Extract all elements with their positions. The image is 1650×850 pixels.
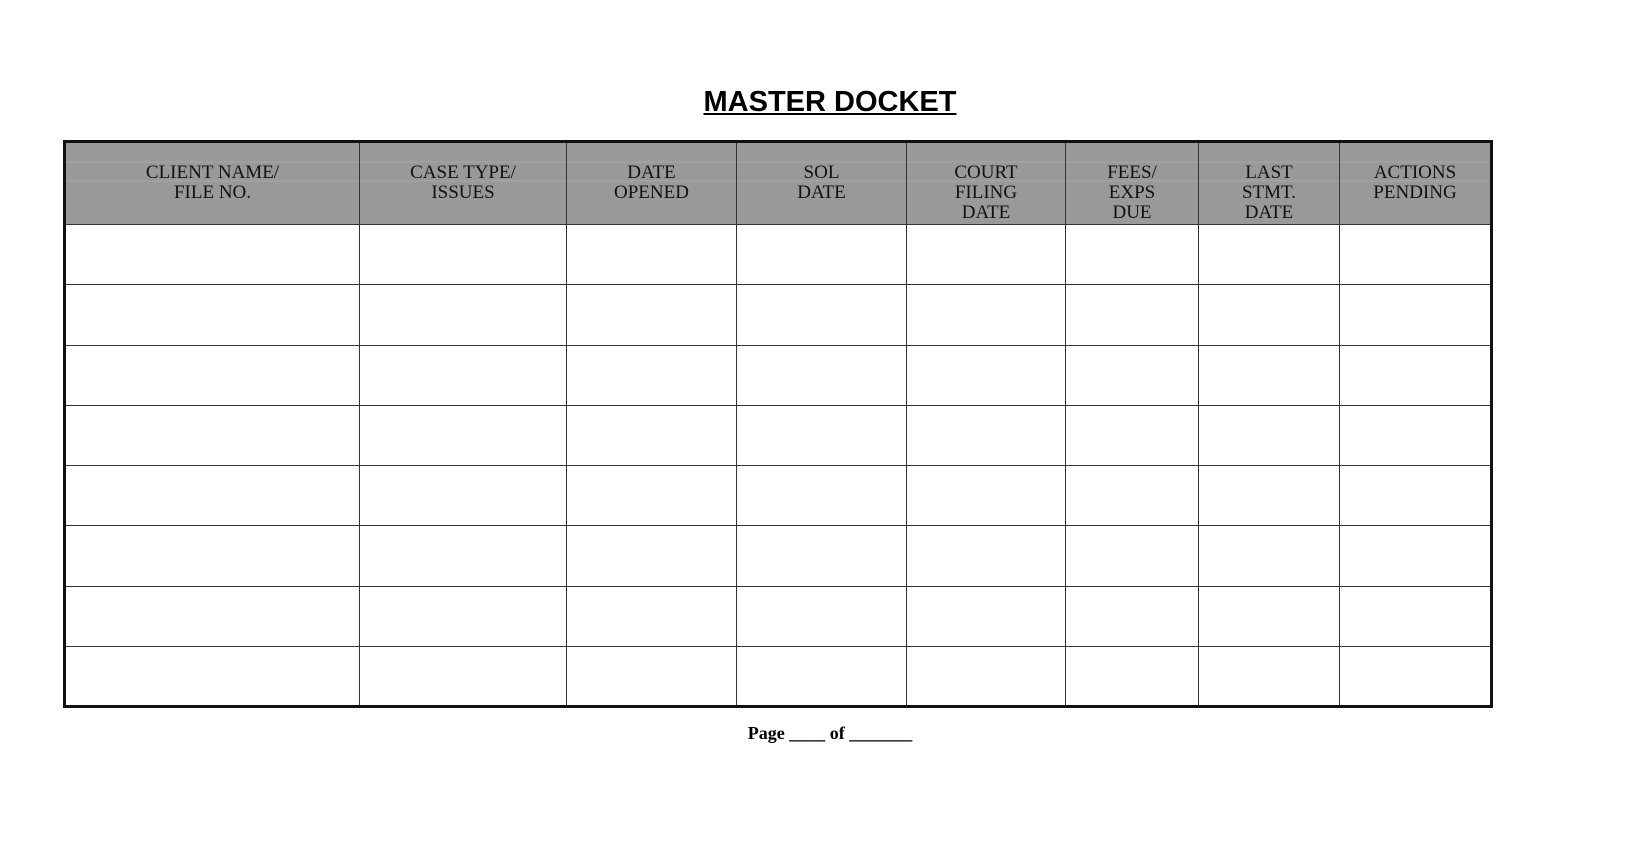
table-cell[interactable] <box>1199 285 1340 345</box>
table-cell[interactable] <box>907 405 1066 465</box>
docket-table <box>63 140 1493 708</box>
table-cell[interactable] <box>360 345 567 405</box>
table-row <box>65 466 1492 526</box>
table-cell[interactable] <box>737 466 907 526</box>
table-cell[interactable] <box>907 647 1066 707</box>
header-row <box>65 142 1492 225</box>
table-cell[interactable] <box>1066 526 1199 586</box>
table-cell[interactable] <box>737 586 907 646</box>
table-cell[interactable] <box>567 285 737 345</box>
table-cell[interactable] <box>907 285 1066 345</box>
table-cell[interactable] <box>1066 586 1199 646</box>
table-row <box>65 345 1492 405</box>
table-cell[interactable] <box>1199 225 1340 285</box>
table-cell[interactable] <box>1340 526 1492 586</box>
table-row <box>65 225 1492 285</box>
col-fees-exps-due: FEES/ EXPS DUE <box>1066 142 1199 225</box>
table-cell[interactable] <box>567 466 737 526</box>
table-row <box>65 586 1492 646</box>
table-cell[interactable] <box>907 586 1066 646</box>
table-cell[interactable] <box>1340 586 1492 646</box>
page-number-footer: Page ____ of _______ <box>747 723 913 743</box>
table-cell[interactable] <box>1340 647 1492 707</box>
table-cell[interactable] <box>360 647 567 707</box>
table-cell[interactable] <box>1199 405 1340 465</box>
table-cell[interactable] <box>1340 405 1492 465</box>
table-cell[interactable] <box>1066 405 1199 465</box>
table-cell[interactable] <box>65 405 360 465</box>
table-cell[interactable] <box>65 466 360 526</box>
table-cell[interactable] <box>737 526 907 586</box>
col-case-type: CASE TYPE/ ISSUES <box>360 142 567 225</box>
table-cell[interactable] <box>65 345 360 405</box>
table-cell[interactable] <box>567 647 737 707</box>
table-row <box>65 647 1492 707</box>
table-cell[interactable] <box>1066 285 1199 345</box>
table-cell[interactable] <box>1066 345 1199 405</box>
table-cell[interactable] <box>907 345 1066 405</box>
table-cell[interactable] <box>360 526 567 586</box>
table-cell[interactable] <box>65 647 360 707</box>
col-client-name: CLIENT NAME/ FILE NO. <box>65 142 360 225</box>
table-cell[interactable] <box>360 466 567 526</box>
col-court-filing-date: COURT FILING DATE <box>907 142 1066 225</box>
table-cell[interactable] <box>567 586 737 646</box>
table-cell[interactable] <box>65 285 360 345</box>
table-cell[interactable] <box>737 225 907 285</box>
table-row <box>65 526 1492 586</box>
table-cell[interactable] <box>1199 466 1340 526</box>
table-cell[interactable] <box>907 526 1066 586</box>
col-last-stmt-date: LAST STMT. DATE <box>1199 142 1340 225</box>
table-cell[interactable] <box>737 345 907 405</box>
table-row <box>65 285 1492 345</box>
table-cell[interactable] <box>65 225 360 285</box>
table-cell[interactable] <box>1199 586 1340 646</box>
col-sol-date: SOL DATE <box>737 142 907 225</box>
table-cell[interactable] <box>1066 225 1199 285</box>
table-cell[interactable] <box>567 405 737 465</box>
table-cell[interactable] <box>1340 345 1492 405</box>
table-cell[interactable] <box>567 345 737 405</box>
page-title: MASTER DOCKET <box>703 86 957 118</box>
table-cell[interactable] <box>1199 526 1340 586</box>
table-cell[interactable] <box>1066 466 1199 526</box>
col-date-opened: DATE OPENED <box>567 142 737 225</box>
table-cell[interactable] <box>567 225 737 285</box>
table-cell[interactable] <box>1066 647 1199 707</box>
table-cell[interactable] <box>65 586 360 646</box>
table-cell[interactable] <box>907 225 1066 285</box>
table-cell[interactable] <box>1340 466 1492 526</box>
table-cell[interactable] <box>1340 225 1492 285</box>
table-cell[interactable] <box>1199 647 1340 707</box>
table-cell[interactable] <box>65 526 360 586</box>
table-cell[interactable] <box>737 647 907 707</box>
table-cell[interactable] <box>737 285 907 345</box>
table-cell[interactable] <box>360 405 567 465</box>
table-cell[interactable] <box>360 586 567 646</box>
table-cell[interactable] <box>360 225 567 285</box>
table-cell[interactable] <box>1340 285 1492 345</box>
table-cell[interactable] <box>1199 345 1340 405</box>
table-row <box>65 405 1492 465</box>
table-cell[interactable] <box>737 405 907 465</box>
table-cell[interactable] <box>567 526 737 586</box>
col-actions-pending: ACTIONS PENDING <box>1340 142 1492 225</box>
table-cell[interactable] <box>360 285 567 345</box>
table-cell[interactable] <box>907 466 1066 526</box>
